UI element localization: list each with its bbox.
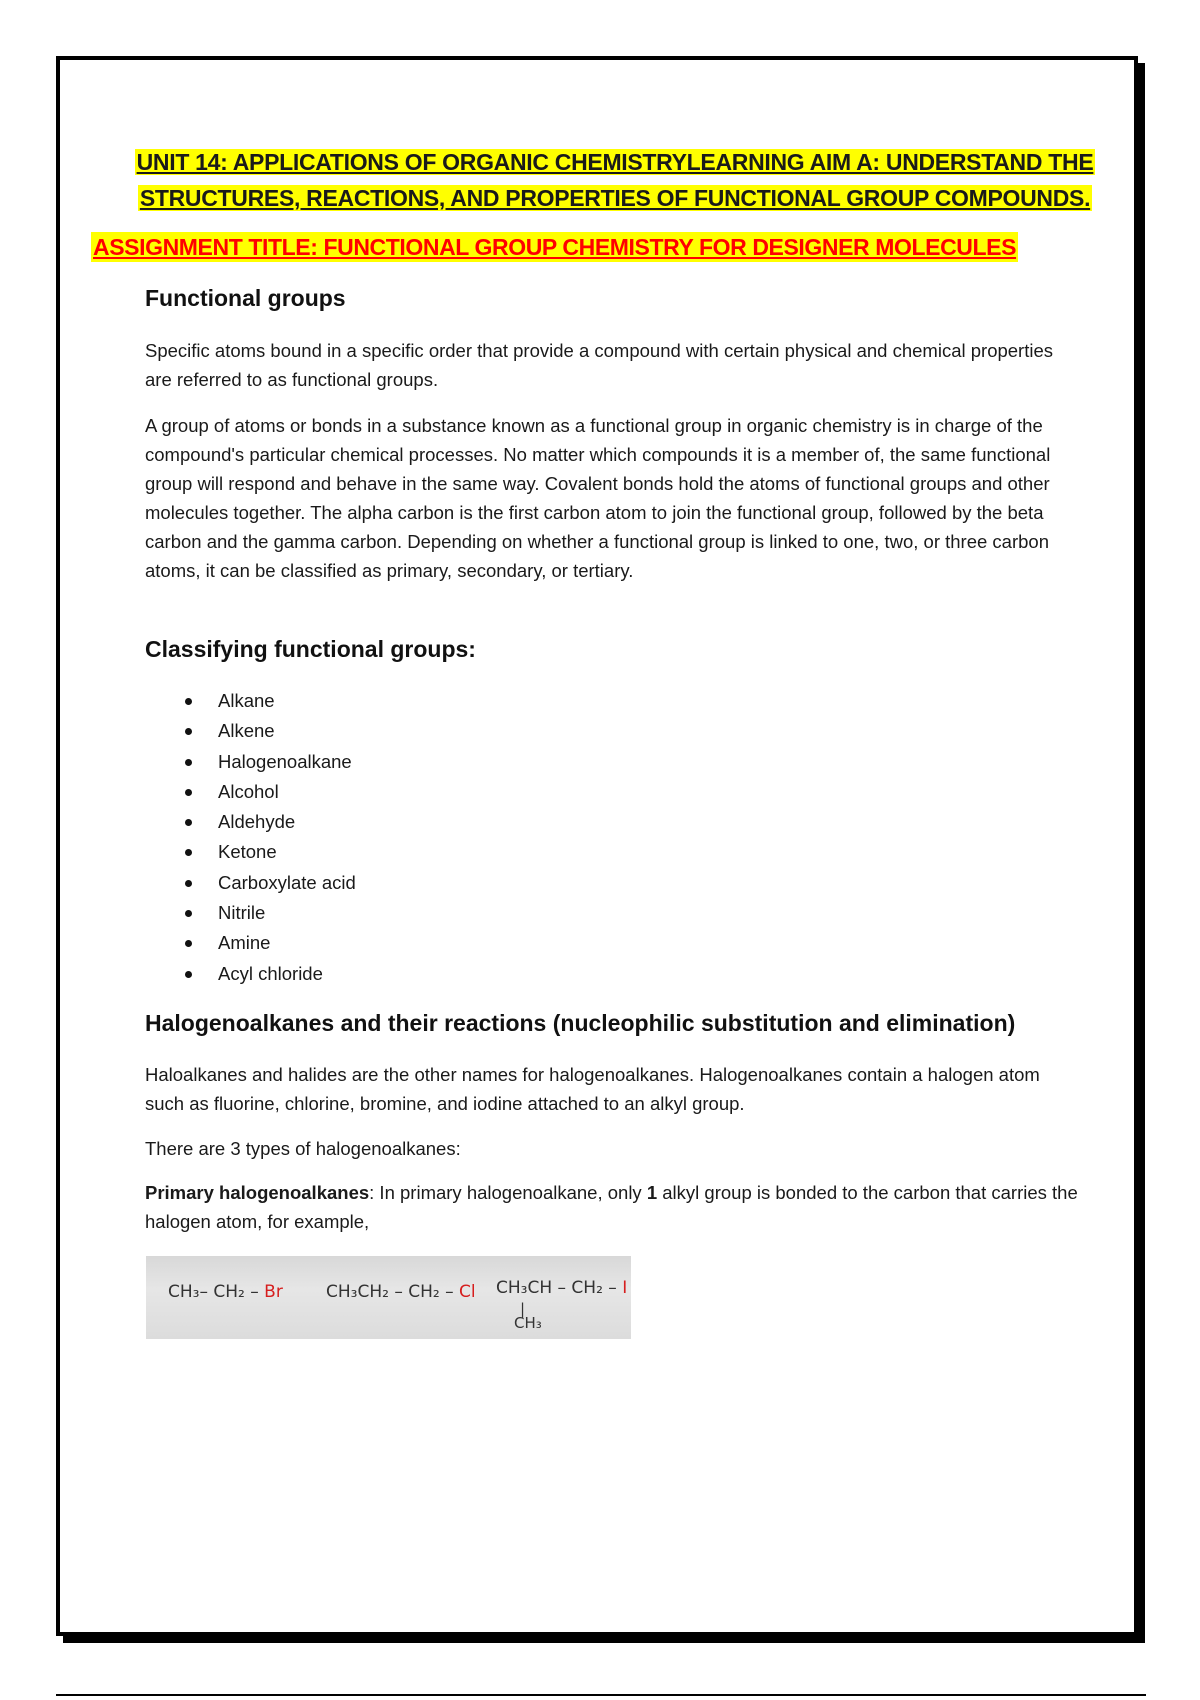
unit-heading-text: UNIT 14: APPLICATIONS OF ORGANIC CHEMISTRYLEARNING AIM A: UNDERSTAND THE STRUCTURES, REACTIONS, AND PROPERTIES OF FUNCTIONAL GROUP COMPOUNDS. [136, 149, 1094, 211]
formula-iodo-methylpropane [496, 1278, 627, 1298]
list-item: Halogenoalkane [145, 747, 356, 777]
primary-count: 1 [646, 1182, 658, 1203]
primary-text-b: alkyl group is bonded to the carbon that carries the halogen atom, for example, [145, 1182, 1078, 1232]
formula-chain: CH₃CH – CH₂ – [496, 1278, 617, 1298]
formula-branch-bond: | [520, 1300, 526, 1318]
heading-classifying-functional-groups: Classifying functional groups: [145, 636, 476, 662]
paragraph-halogenoalkanes-intro: Haloalkanes and halides are the other names for halogenoalkanes. Halogenoalkanes contain a halogen atom such as fluorine, chlorine, bromine, and iodine attached to an alkyl group. [145, 1064, 1040, 1114]
list-item: Alkene [145, 716, 356, 746]
list-item: Acyl chloride [145, 959, 356, 989]
paragraph-primary-halogenoalkanes [145, 1178, 1080, 1236]
heading-halogenoalkanes: Halogenoalkanes and their reactions (nucleophilic substitution and elimination) [145, 1010, 1016, 1036]
paragraph-types-intro: There are 3 types of halogenoalkanes: [145, 1138, 461, 1159]
formula-bromoethane [168, 1282, 283, 1302]
halogen-chlorine: Cl [459, 1282, 476, 1302]
list-item: Alcohol [145, 777, 356, 807]
list-item: Carboxylate acid [145, 868, 356, 898]
list-item: Nitrile [145, 898, 356, 928]
heading-functional-groups: Functional groups [145, 285, 346, 311]
primary-text-a: : In primary halogenoalkane, only [369, 1182, 647, 1203]
formula-chain: CH₃CH₂ – CH₂ – [326, 1282, 454, 1302]
list-item: Amine [145, 928, 356, 958]
halogen-iodine: I [622, 1278, 628, 1298]
list-item: Ketone [145, 837, 356, 867]
list-item: Aldehyde [145, 807, 356, 837]
formula-chain: CH₃– CH₂ – [168, 1282, 259, 1302]
unit-heading [100, 144, 1130, 216]
paragraph-functional-groups-definition: Specific atoms bound in a specific order that provide a compound with certain physical and chemical properties are referred to as functional groups. [145, 340, 1054, 390]
footer-rule [56, 1694, 1146, 1696]
formula-branch-methyl: CH₃ [514, 1314, 542, 1332]
list-item: Alkane [145, 686, 356, 716]
assignment-title: ASSIGNMENT TITLE: FUNCTIONAL GROUP CHEMISTRY FOR DESIGNER MOLECULES [93, 234, 1017, 260]
halogen-bromine: Br [264, 1282, 283, 1302]
primary-halogenoalkanes-label: Primary halogenoalkanes [145, 1182, 370, 1203]
paragraph-functional-groups-detail: A group of atoms or bonds in a substance known as a functional group in organic chemistry is in charge of the compound's particular chemical processes. No matter which compounds it is a member of, the same functional group will respond and behave in the same way. Covalent bonds hold the atoms of functional groups and other molecules together. The alpha carbon is the first carbon atom to join the functional group, followed by the beta carbon and the gamma carbon. Depending on whether a functional group is linked to one, two, or three carbon atoms, it can be classified as primary, secondary, or tertiary. [145, 415, 1051, 581]
formula-chloropropane [326, 1282, 476, 1302]
functional-group-list [145, 686, 356, 989]
example-formulas-image [146, 1256, 631, 1339]
